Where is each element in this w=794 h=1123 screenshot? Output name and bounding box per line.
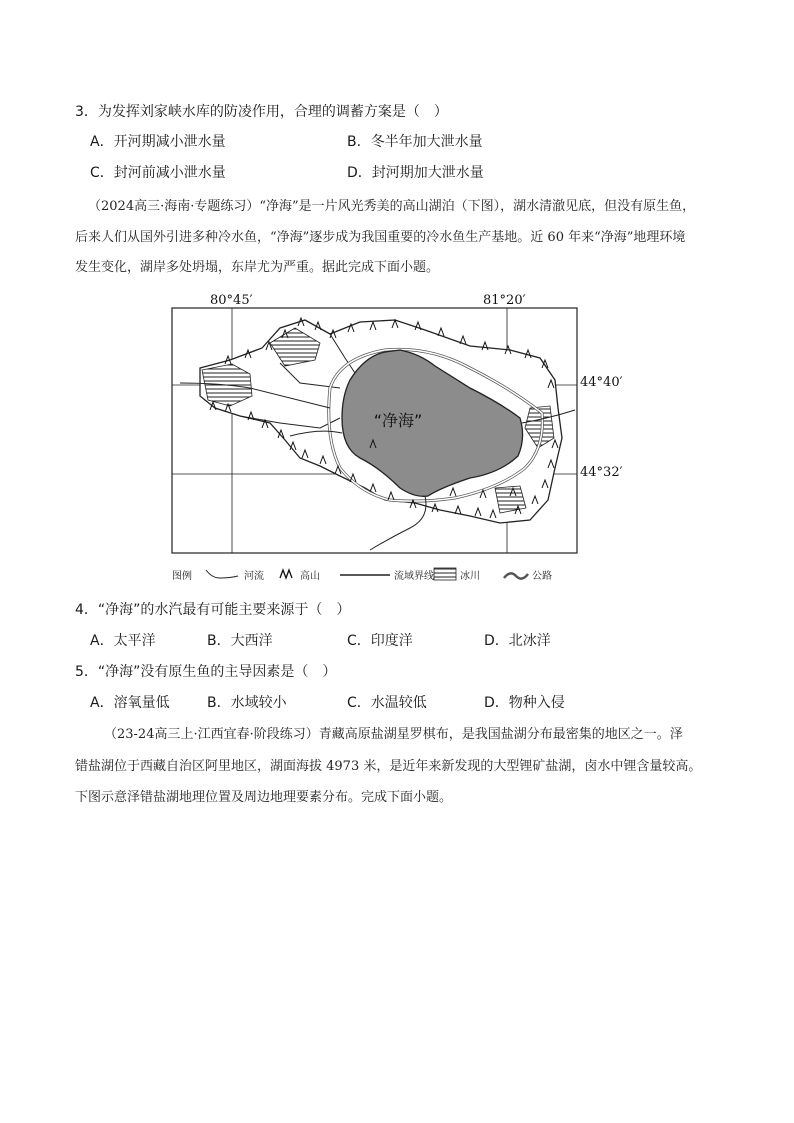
legend-river-label: 河流 xyxy=(244,571,264,582)
passage2-line-3: 下图示意泽错盐湖地理位置及周边地理要素分布。完成下面小题。 xyxy=(75,790,453,805)
q5-option-a: A．溶氧量低 xyxy=(90,695,170,711)
lake-map-figure xyxy=(170,288,623,588)
q4-option-a: A．太平洋 xyxy=(90,633,156,649)
q4-stem: 4．“净海”的水汽最有可能主要来源于（ ） xyxy=(75,602,351,618)
q5-option-c: C．水温较低 xyxy=(347,695,427,711)
legend-boundary-label: 流域界线 xyxy=(394,571,434,582)
q5-option-b: B．水域较小 xyxy=(207,695,287,711)
q5-option-d: D．物种入侵 xyxy=(484,695,565,711)
q3-option-a: A．开河期减小泄水量 xyxy=(90,134,226,150)
legend-mountain-icon xyxy=(280,570,292,578)
q4-option-b: B．大西洋 xyxy=(207,633,273,649)
q5-stem: 5．“净海”没有原生鱼的主导因素是（ ） xyxy=(75,664,337,680)
legend-road-label: 公路 xyxy=(532,571,552,582)
legend-road-icon xyxy=(504,573,528,578)
legend-river-icon xyxy=(206,570,238,578)
map-legend xyxy=(172,568,552,582)
legend-mountain-label: 高山 xyxy=(300,571,320,582)
lat-bottom-label: 44°32′ xyxy=(580,465,623,480)
q3-option-d: D．封河期加大泄水量 xyxy=(347,165,484,181)
q3-option-c: C．封河前减小泄水量 xyxy=(90,165,226,181)
passage2-line-1: （23-24高三上·江西宜春·阶段练习）青藏高原盐湖星罗棋布，是我国盐湖分布最密集的地区之一。泽 xyxy=(104,727,683,742)
passage1-line-1: （2024高三·海南·专题练习）“净海”是一片风光秀美的高山湖泊（下图），湖水清澈见底，但没有原生鱼， xyxy=(88,199,696,214)
lat-top-label: 44°40′ xyxy=(580,375,623,390)
q3-stem: 3．为发挥刘家峡水库的防凌作用，合理的调蓄方案是（ ） xyxy=(75,104,448,120)
q4-option-d: D．北冰洋 xyxy=(484,633,551,649)
legend-title: 图例 xyxy=(172,571,192,582)
passage2-line-2: 错盐湖位于西藏自治区阿里地区，湖面海拔 4973 米，是近年来新发现的大型锂矿盐湖，卤水中锂含量较高。 xyxy=(75,759,702,774)
legend-glacier-label: 冰川 xyxy=(460,571,480,582)
legend-glacier-icon xyxy=(434,568,456,580)
q3-option-b: B．冬半年加大泄水量 xyxy=(347,134,483,150)
passage1-line-3: 发生变化，湖岸多处坍塌，东岸尤为严重。据此完成下面小题。 xyxy=(75,260,440,275)
q4-option-c: C．印度洋 xyxy=(347,633,413,649)
glacier-south xyxy=(495,486,526,513)
lon-left-label: 80°45′ xyxy=(210,293,253,308)
passage1-line-2: 后来人们从国外引进多种冷水鱼，“净海”逐步成为我国重要的冷水鱼生产基地。近 60 年来“净海”地理环境 xyxy=(75,230,686,245)
lake-label: “净海” xyxy=(373,411,423,430)
lon-right-label: 81°20′ xyxy=(483,293,526,308)
